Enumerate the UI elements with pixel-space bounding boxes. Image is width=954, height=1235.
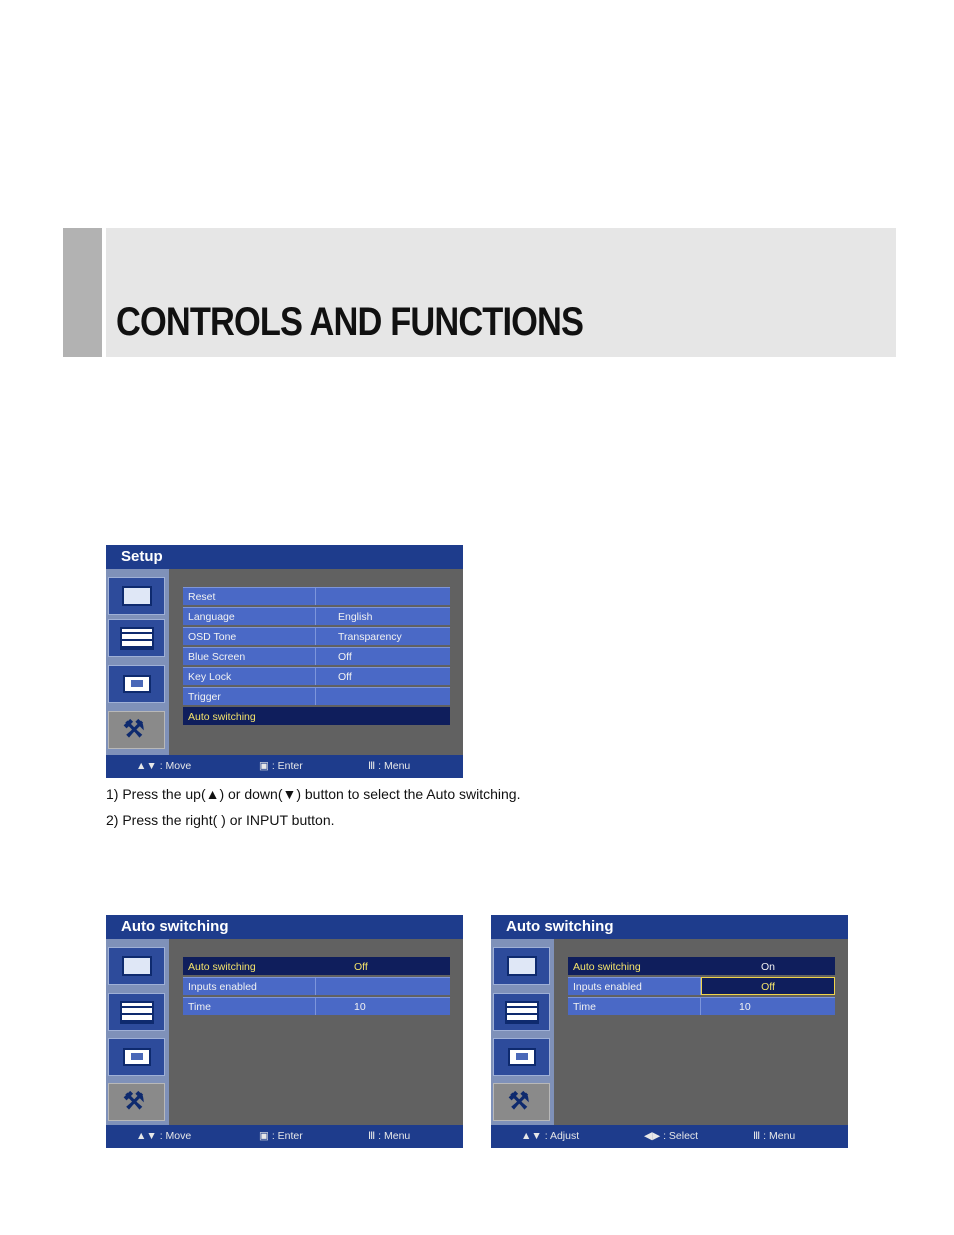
- row-value: On: [701, 957, 835, 975]
- film-icon: [505, 1001, 539, 1024]
- screen-tab[interactable]: [493, 993, 550, 1031]
- picture-icon: [122, 956, 152, 976]
- footer-enter-hint: ▣ : Enter: [259, 760, 303, 772]
- setup-osd-screenshot: [106, 545, 463, 778]
- footer-move-hint: ▲▼ : Move: [136, 760, 192, 772]
- setup-tab[interactable]: [108, 1083, 165, 1121]
- header-accent-block: [63, 228, 102, 357]
- row-value: 10: [701, 997, 835, 1015]
- menu-row-language[interactable]: [183, 607, 450, 625]
- footer-menu-hint: Ⅲ : Menu: [368, 760, 411, 772]
- picture-icon: [122, 586, 152, 606]
- footer-adjust-hint: ▲▼ : Adjust: [521, 1130, 580, 1142]
- row-label: Trigger: [183, 687, 316, 705]
- auto-switching-table: [183, 955, 450, 1017]
- row-label: Inputs enabled: [183, 977, 316, 995]
- menu-row-auto-switching[interactable]: [183, 707, 450, 725]
- osd-sidebar: [106, 939, 169, 1125]
- osd-title: Auto switching: [491, 915, 848, 939]
- row-value: 10: [316, 997, 450, 1015]
- row-value: Off: [316, 667, 450, 685]
- setup-tab[interactable]: [493, 1083, 550, 1121]
- page-title: CONTROLS AND FUNCTIONS: [116, 300, 584, 344]
- instruction-step-1: 1) Press the up(▲) or down(▼) button to select the Auto switching.: [106, 786, 521, 802]
- menu-row-osd-tone[interactable]: [183, 627, 450, 645]
- row-label: Reset: [183, 587, 316, 605]
- osd-footer: [106, 755, 463, 778]
- row-value: Off: [701, 977, 835, 995]
- menu-row-trigger[interactable]: [183, 687, 450, 705]
- pip-tab[interactable]: [108, 665, 165, 703]
- osd-content: [169, 939, 463, 1125]
- row-value: [316, 977, 450, 995]
- row-label: Blue Screen: [183, 647, 316, 665]
- tools-icon: ⚒: [123, 1088, 145, 1115]
- picture-tab[interactable]: [108, 577, 165, 615]
- osd-footer: [491, 1125, 848, 1148]
- osd-title: Auto switching: [106, 915, 463, 939]
- osd-sidebar: [106, 569, 169, 755]
- osd-content: [169, 569, 463, 755]
- menu-row-inputs-enabled[interactable]: [183, 977, 450, 995]
- setup-menu-table: [183, 585, 450, 727]
- menu-row-blue-screen[interactable]: [183, 647, 450, 665]
- menu-row-auto-switching[interactable]: [183, 957, 450, 975]
- film-icon: [120, 627, 154, 650]
- row-label: Key Lock: [183, 667, 316, 685]
- row-value: [316, 587, 450, 605]
- footer-move-hint: ▲▼ : Move: [136, 1130, 192, 1142]
- setup-tab[interactable]: [108, 711, 165, 749]
- menu-row-inputs-enabled[interactable]: [568, 977, 835, 995]
- row-label: Language: [183, 607, 316, 625]
- row-label: Time: [568, 997, 701, 1015]
- osd-footer: [106, 1125, 463, 1148]
- row-label: Auto switching: [183, 957, 316, 975]
- screen-tab[interactable]: [108, 993, 165, 1031]
- picture-icon: [507, 956, 537, 976]
- menu-row-key-lock[interactable]: [183, 667, 450, 685]
- osd-sidebar: [491, 939, 554, 1125]
- instruction-step-2: 2) Press the right( ) or INPUT button.: [106, 812, 335, 828]
- picture-tab[interactable]: [108, 947, 165, 985]
- row-value: [316, 707, 450, 725]
- row-label: Time: [183, 997, 316, 1015]
- row-label: OSD Tone: [183, 627, 316, 645]
- row-label: Inputs enabled: [568, 977, 701, 995]
- auto-switching-osd-right: [491, 915, 848, 1148]
- footer-menu-hint: Ⅲ : Menu: [368, 1130, 411, 1142]
- osd-title: Setup: [106, 545, 463, 569]
- screen-tab[interactable]: [108, 619, 165, 657]
- menu-row-time[interactable]: [183, 997, 450, 1015]
- row-value: Off: [316, 957, 450, 975]
- tools-icon: ⚒: [123, 716, 145, 743]
- footer-enter-hint: ▣ : Enter: [259, 1130, 303, 1142]
- row-value: English: [316, 607, 450, 625]
- pip-tab[interactable]: [493, 1038, 550, 1076]
- menu-row-time[interactable]: [568, 997, 835, 1015]
- row-label: Auto switching: [568, 957, 701, 975]
- auto-switching-osd-left: [106, 915, 463, 1148]
- osd-content: [554, 939, 848, 1125]
- pip-tab[interactable]: [108, 1038, 165, 1076]
- footer-menu-hint: Ⅲ : Menu: [753, 1130, 796, 1142]
- row-value: Transparency: [316, 627, 450, 645]
- pip-icon: [123, 1048, 151, 1066]
- section-header: [63, 228, 896, 357]
- film-icon: [120, 1001, 154, 1024]
- row-value: Off: [316, 647, 450, 665]
- footer-select-hint: ◀▶ : Select: [644, 1130, 699, 1142]
- menu-row-auto-switching[interactable]: [568, 957, 835, 975]
- pip-icon: [508, 1048, 536, 1066]
- pip-icon: [123, 675, 151, 693]
- picture-tab[interactable]: [493, 947, 550, 985]
- tools-icon: ⚒: [508, 1088, 530, 1115]
- row-value: [316, 687, 450, 705]
- menu-row-reset[interactable]: [183, 587, 450, 605]
- auto-switching-table: [568, 955, 835, 1017]
- row-label: Auto switching: [183, 707, 316, 725]
